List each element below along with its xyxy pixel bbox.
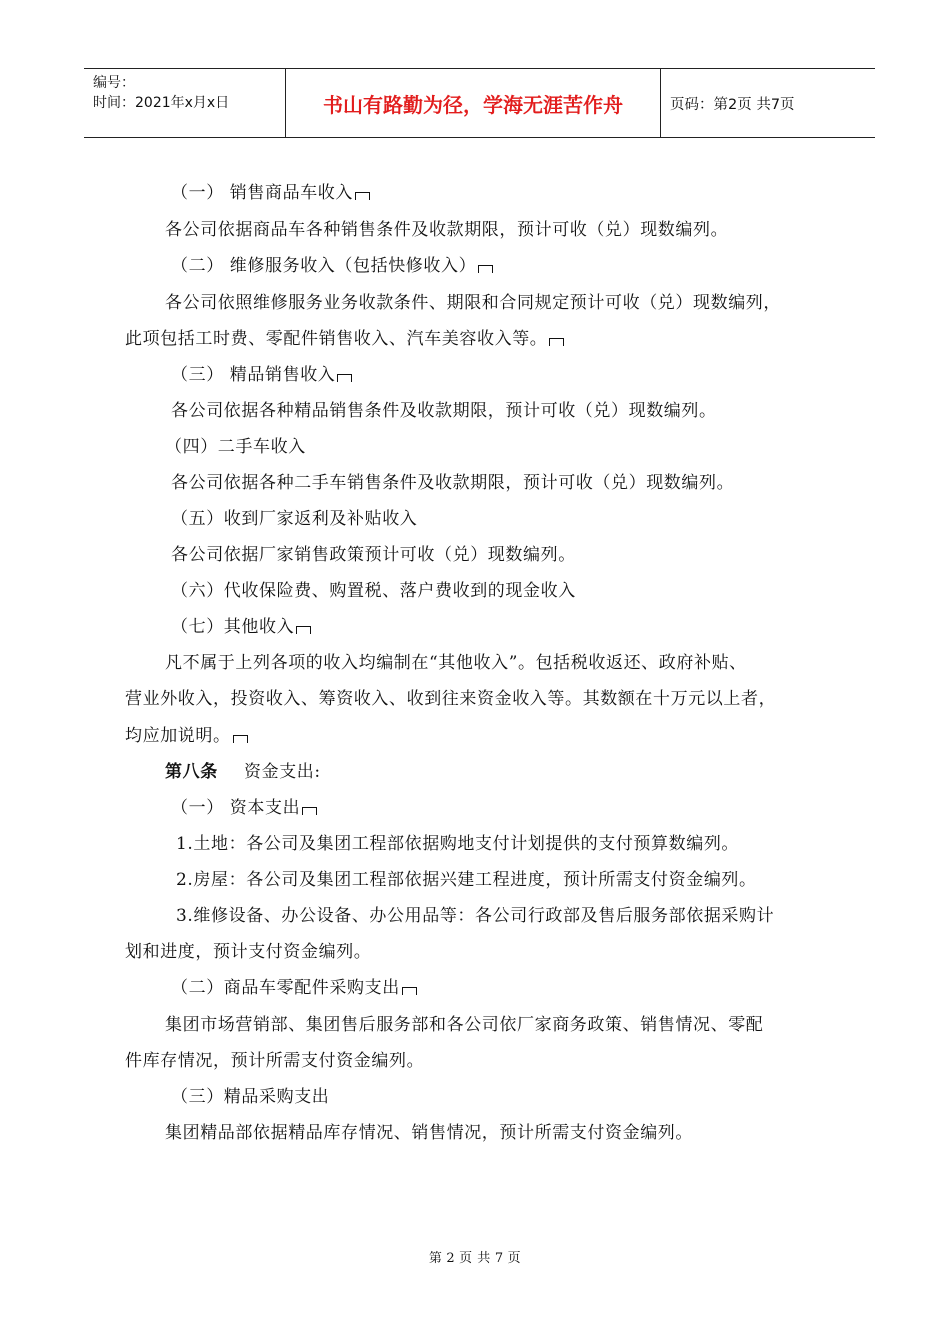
- heading-parts-purchase: （二）商品车零配件采购支出: [171, 977, 417, 999]
- paragraph-mark-icon: [402, 987, 417, 995]
- paragraph-mark-icon: [549, 338, 564, 346]
- heading-used-car-income: （四）二手车收入: [165, 437, 306, 457]
- paragraph: 营业外收入，投资收入、筹资收入、收到往来资金收入等。其数额在十万元以上者，: [125, 689, 777, 709]
- paragraph-mark-icon: [296, 626, 311, 634]
- heading-accessories-purchase: （三）精品采购支出: [171, 1087, 330, 1107]
- paragraph-mark-icon: [478, 265, 493, 273]
- list-item: 2.房屋：各公司及集团工程部依据兴建工程进度，预计所需支付资金编列。: [176, 870, 757, 890]
- paragraph: 均应加说明。: [125, 725, 248, 747]
- article-eight-label: 第八条: [165, 762, 218, 782]
- heading-collected-fees-income: （六）代收保险费、购置税、落户费收到的现金收入: [171, 581, 576, 601]
- article-eight-title: 资金支出:: [244, 762, 321, 782]
- paragraph: 各公司依据各种二手车销售条件及收款期限，预计可收（兑）现数编列。: [171, 473, 735, 493]
- header-motto: 书山有路勤为径，学海无涯苦作舟: [286, 69, 661, 137]
- paragraph-mark-icon: [355, 192, 370, 200]
- heading-other-income: （七）其他收入: [171, 616, 311, 638]
- paragraph: 各公司依照维修服务业务收款条件、期限和合同规定预计可收（兑）现数编列，: [165, 293, 781, 313]
- list-item: 1.土地：各公司及集团工程部依据购地支付计划提供的支付预算数编列。: [176, 834, 740, 854]
- heading-repair-service-income: （二） 维修服务收入（包括快修收入）: [171, 255, 493, 277]
- paragraph: 各公司依据厂家销售政策预计可收（兑）现数编列。: [171, 545, 576, 565]
- list-item: 3.维修设备、办公设备、办公用品等：各公司行政部及售后服务部依据采购计: [176, 906, 775, 926]
- footer-mid: 页 共: [459, 1251, 491, 1266]
- heading-rebate-income: （五）收到厂家返利及补贴收入: [171, 509, 418, 529]
- paragraph-mark-icon: [337, 374, 352, 382]
- paragraph-mark-icon: [233, 735, 248, 743]
- footer-prefix: 第: [428, 1251, 443, 1266]
- list-item: 划和进度，预计支付资金编列。: [125, 942, 372, 962]
- document-time-label: 时间：2021年x月x日: [93, 95, 230, 111]
- heading-sales-car-income: （一） 销售商品车收入: [171, 182, 370, 204]
- paragraph: 件库存情况，预计所需支付资金编列。: [125, 1051, 425, 1071]
- footer-page-total: 7: [494, 1251, 504, 1266]
- footer-suffix: 页: [507, 1251, 522, 1266]
- page-footer: [0, 1247, 950, 1266]
- header-page-label: 页码：第2页 共7页: [670, 96, 795, 113]
- header-meta: [84, 69, 286, 137]
- paragraph-mark-icon: [302, 807, 317, 815]
- paragraph: 此项包括工时费、零配件销售收入、汽车美容收入等。: [125, 328, 564, 350]
- heading-accessories-income: （三） 精品销售收入: [171, 364, 352, 386]
- document-number-label: 编号：: [93, 75, 135, 91]
- paragraph: 集团市场营销部、集团售后服务部和各公司依厂家商务政策、销售情况、零配: [165, 1015, 764, 1035]
- footer-page-num: 2: [446, 1251, 456, 1266]
- paragraph: 凡不属于上列各项的收入均编制在“其他收入”。包括税收返还、政府补贴、: [165, 653, 747, 673]
- paragraph: 各公司依据各种精品销售条件及收款期限，预计可收（兑）现数编列。: [171, 401, 717, 421]
- paragraph: 集团精品部依据精品库存情况、销售情况，预计所需支付资金编列。: [165, 1123, 693, 1143]
- paragraph: 各公司依据商品车各种销售条件及收款期限，预计可收（兑）现数编列。: [165, 220, 729, 240]
- header-table: [84, 68, 875, 138]
- heading-capital-expenditure: （一） 资本支出: [171, 797, 317, 819]
